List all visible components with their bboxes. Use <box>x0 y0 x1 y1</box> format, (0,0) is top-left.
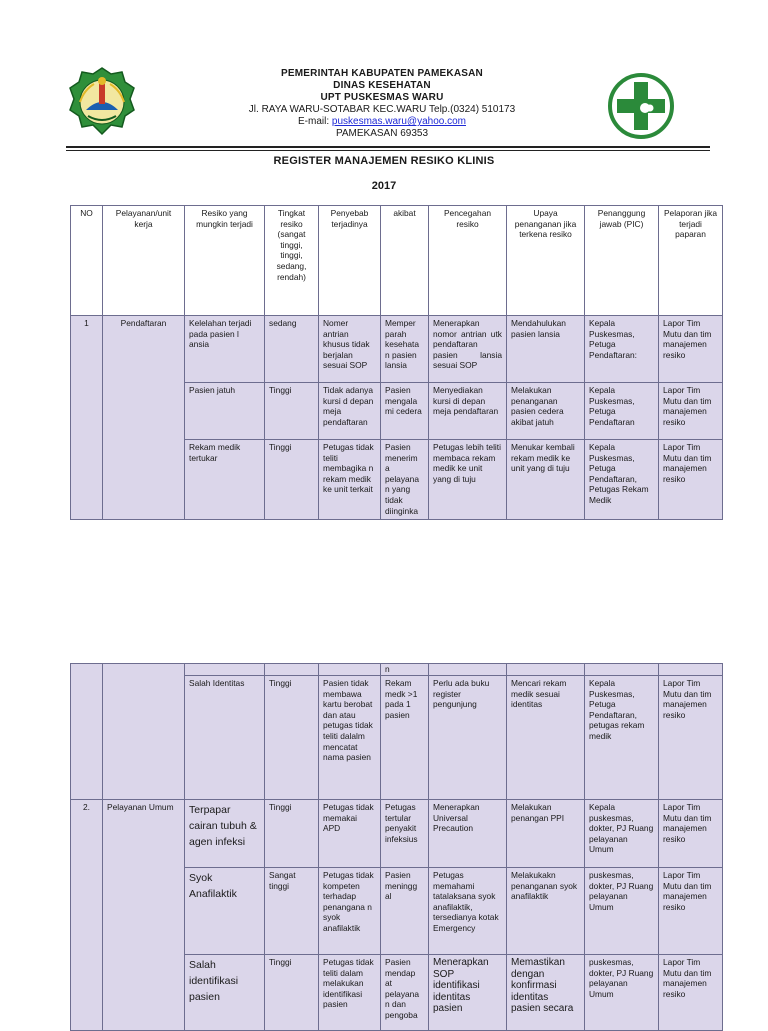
header-no: NO <box>71 206 103 316</box>
cell-cause: Petugas tidak memakai APD <box>319 800 381 868</box>
email-label: E-mail: <box>297 116 332 127</box>
cell-level: Sangat tinggi <box>265 868 319 955</box>
puskesmas-cross-icon <box>606 72 676 140</box>
header-effect: akibat <box>381 206 429 316</box>
header-unit: Pelayanan/unit kerja <box>103 206 185 316</box>
cell-empty <box>507 664 585 676</box>
city-line: PAMEKASAN 69353 <box>335 128 429 139</box>
letterhead-text <box>166 68 598 140</box>
cell-pic: puskesmas, dokter, PJ Ruang pelayanan Umum <box>585 868 659 955</box>
cell-level: sedang <box>265 316 319 383</box>
email-link[interactable]: puskesmas.waru@yahoo.com <box>331 116 466 127</box>
cell-pic: Kepala Puskesmas, Petuga Pendaftaran: <box>585 316 659 383</box>
cell-risk: Salah Identitas <box>185 676 265 800</box>
cell-risk: Rekam medik tertukar <box>185 440 265 520</box>
cell-prevention: Menerapkan SOP identifikasi identitas pasien <box>429 955 507 1031</box>
government-name: PEMERINTAH KABUPATEN PAMEKASAN <box>281 68 483 79</box>
cell-empty <box>585 664 659 676</box>
cell-reporting: Lapor Tim Mutu dan tim manajemen resiko <box>659 440 723 520</box>
cell-unit <box>103 664 185 800</box>
cell-effect: Pasien mengala mi cedera <box>381 383 429 440</box>
cell-pic: Kepala puskesmas, dokter, PJ Ruang pelayanan Umum <box>585 800 659 868</box>
cell-prevention: Perlu ada buku register pengunjung <box>429 676 507 800</box>
cell-effect: Pasien menerim a pelayana n yang tidak diinginka <box>381 440 429 520</box>
cell-effect: Memper parah kesehata n pasien lansia <box>381 316 429 383</box>
cell-effect: Rekam medk >1 pada 1 pasien <box>381 676 429 800</box>
department-name: DINAS KESEHATAN <box>333 80 431 91</box>
cell-prevention: Petugas lebih teliti membaca rekam medik ke unit yang di tuju <box>429 440 507 520</box>
table-row <box>71 800 723 868</box>
cell-handling: Melakukan penanganan pasien cedera akibat jatuh <box>507 383 585 440</box>
cell-reporting: Lapor Tim Mutu dan tim manajemen resiko <box>659 676 723 800</box>
cell-risk: Salah identifikasi pasien <box>185 955 265 1031</box>
cell-cause: Nomer antrian khusus tidak berjalan sesuai SOP <box>319 316 381 383</box>
cell-reporting: Lapor Tim Mutu dan tim manajemen resiko <box>659 383 723 440</box>
cell-level: Tinggi <box>265 955 319 1031</box>
cell-prevention: Menerapkan nomor antrian utk pendaftaran pasien lansia sesuai SOP <box>429 316 507 383</box>
cell-level: Tinggi <box>265 440 319 520</box>
cell-risk: Syok Anafilaktik <box>185 868 265 955</box>
cell-level: Tinggi <box>265 676 319 800</box>
cell-level: Tinggi <box>265 800 319 868</box>
cell-empty <box>185 664 265 676</box>
cell-empty <box>265 664 319 676</box>
header-pic: Penanggung jawab (PIC) <box>585 206 659 316</box>
cell-handling: Mendahulukan pasien lansia <box>507 316 585 383</box>
cell-effect: Pasien mendap at pelayana n dan pengoba <box>381 955 429 1031</box>
carry-over-row <box>71 664 723 676</box>
email-line <box>166 116 598 128</box>
letterhead <box>66 64 710 148</box>
cell-cause: Petugas tidak teliti dalam melakukan identifikasi pasien <box>319 955 381 1031</box>
cell-empty <box>429 664 507 676</box>
risk-register-table-continued <box>70 663 723 1031</box>
cell-no: 2. <box>71 800 103 1031</box>
cell-handling: Menukar kembali rekam medik ke unit yang di tuju <box>507 440 585 520</box>
document-year: 2017 <box>371 180 397 192</box>
cell-pic: Kepala Puskesmas, Petuga Pendaftaran <box>585 383 659 440</box>
cell-no <box>71 664 103 800</box>
cell-reporting: Lapor Tim Mutu dan tim manajemen resiko <box>659 800 723 868</box>
cell-cause: Petugas tidak teliti membagika n rekam medik ke unit terkait <box>319 440 381 520</box>
document-title: REGISTER MANAJEMEN RESIKO KLINIS <box>273 155 495 167</box>
cell-prevention: Menyediakan kursi di depan meja pendaftaran <box>429 383 507 440</box>
cell-empty <box>319 664 381 676</box>
header-prevention: Pencegahan resiko <box>429 206 507 316</box>
cell-cause: Pasien tidak membawa kartu berobat dan atau petugas tidak teliti dalalm mencatat nama pasien <box>319 676 381 800</box>
cell-reporting: Lapor Tim Mutu dan tim manajemen resiko <box>659 316 723 383</box>
cell-handling: Memastikan dengan konfirmasi identitas pasien secara <box>507 955 585 1031</box>
cell-cause: Petugas tidak kompeten terhadap penangana n syok anafilaktik <box>319 868 381 955</box>
cell-risk: Pasien jatuh <box>185 383 265 440</box>
cell-pic: puskesmas, dokter, PJ Ruang pelayanan Umum <box>585 955 659 1031</box>
address-line: Jl. RAYA WARU-SOTABAR KEC.WARU Telp.(0324) 510173 <box>248 104 516 115</box>
header-level: Tingkat resiko (sangat tinggi, tinggi, sedang, rendah) <box>265 206 319 316</box>
cell-risk: Terpapar cairan tubuh & agen infeksi <box>185 800 265 868</box>
cell-handling: Melakukakn penanganan syok anafilaktik <box>507 868 585 955</box>
cell-prevention: Petugas memahami tatalaksana syok anafilaktik, tersedianya kotak Emergency <box>429 868 507 955</box>
cell-reporting: Lapor Tim Mutu dan tim manajemen resiko <box>659 868 723 955</box>
cell-pic: Kepala Puskesmas, Petuga Pendaftaran, Petugas Rekam Medik <box>585 440 659 520</box>
cell-empty <box>659 664 723 676</box>
risk-register-table <box>70 205 723 520</box>
header-handling: Upaya penanganan jika terkena resiko <box>507 206 585 316</box>
header-row <box>71 206 723 316</box>
letterhead-rule-thin <box>66 150 710 151</box>
cell-pic: Kepala Puskesmas, Petuga Pendaftaran, petugas rekam medik <box>585 676 659 800</box>
header-risk: Resiko yang mungkin terjadi <box>185 206 265 316</box>
cell-prevention: Menerapkan Universal Precaution <box>429 800 507 868</box>
cell-effect: Petugas tertular penyakit infeksius <box>381 800 429 868</box>
cell-level: Tinggi <box>265 383 319 440</box>
cell-unit: Pendaftaran <box>103 316 185 520</box>
table-row <box>71 316 723 383</box>
cell-carry-over: n <box>381 664 429 676</box>
letterhead-rule <box>66 146 710 148</box>
cell-handling: Melakukan penangan PPI <box>507 800 585 868</box>
cell-risk: Kelelahan terjadi pada pasien l ansia <box>185 316 265 383</box>
kabupaten-emblem-icon <box>66 66 138 138</box>
cell-handling: Mencari rekam medik sesuai identitas <box>507 676 585 800</box>
cell-no: 1 <box>71 316 103 520</box>
cell-effect: Pasien meningg al <box>381 868 429 955</box>
institution-name: UPT PUSKESMAS WARU <box>320 92 444 103</box>
header-cause: Penyebab terjadinya <box>319 206 381 316</box>
header-reporting: Pelaporan jika terjadi paparan <box>659 206 723 316</box>
cell-reporting: Lapor Tim Mutu dan tim manajemen resiko <box>659 955 723 1031</box>
cell-unit: Pelayanan Umum <box>103 800 185 1031</box>
cell-cause: Tidak adanya kursi d depan meja pendaftaran <box>319 383 381 440</box>
